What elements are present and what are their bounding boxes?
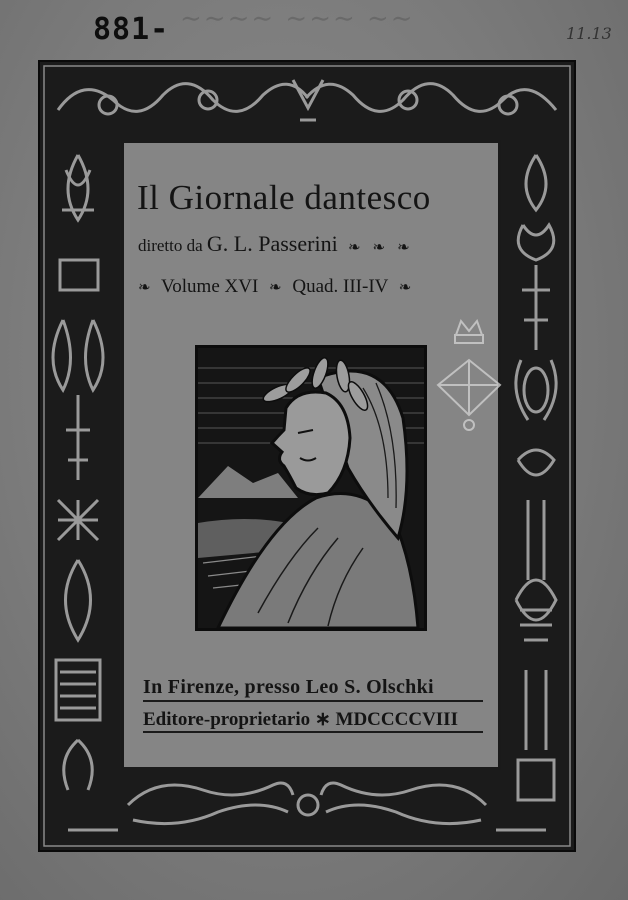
volume-line: [138, 276, 417, 298]
ornament-leaf-icon: ❧: [397, 239, 410, 256]
imprint-publisher: In Firenze, presso Leo S. Olschki: [143, 676, 434, 698]
imprint-rule-top: [143, 700, 483, 702]
library-crown-stamp-icon: [428, 315, 510, 433]
editor-name: G. L. Passerini: [206, 231, 338, 256]
ornament-leaf-icon: ❧: [372, 239, 386, 256]
journal-title: Il Giornale dantesco: [137, 178, 431, 217]
ornament-leaf-icon: ❧: [347, 239, 361, 256]
faint-handwriting: ∼∼∼∼ ∼∼∼ ∼∼: [180, 4, 415, 34]
ornament-leaf-icon: ❧: [138, 280, 151, 297]
corner-pencil-note: 11.13: [566, 24, 612, 43]
volume-label: Volume XVI: [161, 276, 259, 297]
issue-label: Quad. III-IV: [292, 276, 389, 297]
ornament-leaf-icon: ❧: [269, 280, 282, 297]
ornament-leaf-icon: ❧: [398, 280, 412, 297]
editor-line: [138, 231, 416, 257]
dante-portrait-image: [195, 345, 427, 631]
imprint-date: Editore-proprietario ∗ MDCCCCVIII: [143, 709, 458, 730]
imprint-rule-bottom: [143, 731, 483, 733]
editor-prefix: diretto da: [138, 236, 203, 255]
shelfmark-number: 881-: [93, 12, 170, 47]
